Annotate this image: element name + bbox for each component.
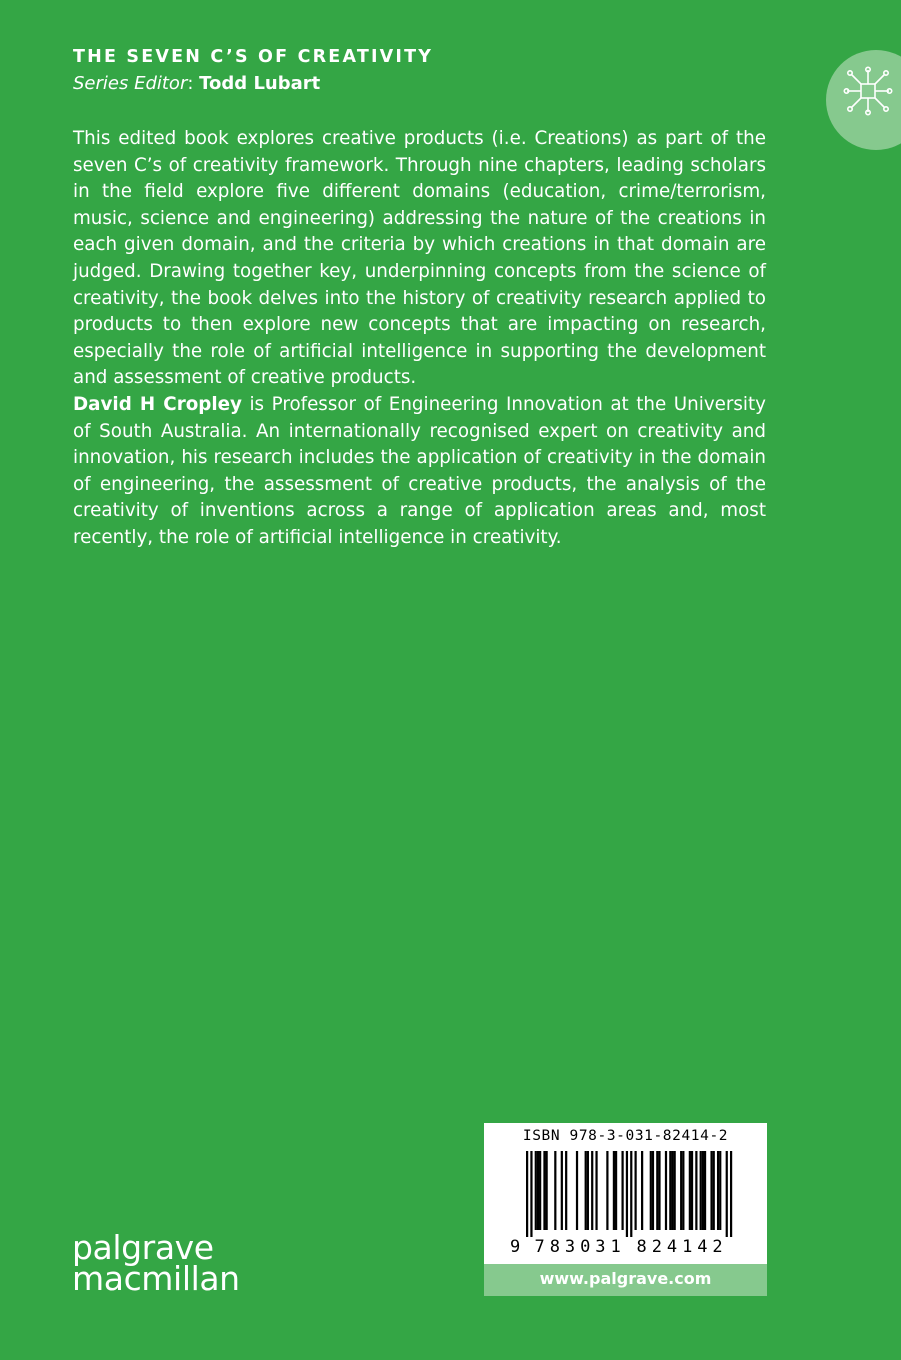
barcode-bar (710, 1151, 712, 1230)
publisher-logo (72, 1228, 240, 1298)
barcode-bar (650, 1151, 652, 1230)
barcode-bar (613, 1151, 615, 1230)
barcode-bar (576, 1151, 578, 1230)
publisher-url: www.palgrave.com (484, 1264, 767, 1296)
barcode-digit: 3 (595, 1237, 606, 1257)
barcode-bar (539, 1151, 541, 1230)
author-bio-text: is Professor of Engineering Innovation at the University of South Australia. An internationally recognised expert on creativity and innovation, his research includes the application of creativity in the domain of engineering, the assessment of creative products, the analysis of the creativity of inventions across a range of application areas and, most recently, the role of artificial intelligence in creativity. (73, 394, 767, 548)
barcode-digit: 7 (534, 1237, 545, 1257)
barcode-bar (702, 1151, 704, 1230)
barcode-bar (587, 1151, 589, 1230)
barcode-bar (730, 1151, 732, 1237)
barcode-bar (665, 1151, 667, 1230)
barcode-digit: 1 (610, 1237, 621, 1257)
barcode-bar (554, 1151, 556, 1230)
barcode-bar (674, 1151, 676, 1230)
barcode-digit: 8 (549, 1237, 560, 1257)
barcode-bar (641, 1151, 643, 1230)
series-editor-separator: : (187, 73, 200, 94)
barcode-bar (691, 1151, 693, 1230)
publisher-name-line1: palgrave (72, 1228, 214, 1267)
barcode-bar (671, 1151, 673, 1230)
barcode-bar (615, 1151, 617, 1230)
barcode-bar (658, 1151, 660, 1230)
barcode-bar (585, 1151, 587, 1230)
barcode-bar (726, 1151, 728, 1237)
barcode-digit: 0 (580, 1237, 591, 1257)
barcode-bar (546, 1151, 548, 1230)
series-editor-label: Series Editor (73, 73, 188, 94)
book-description: This edited book explores creative products (i.e. Creations) as part of the seven C’s of creativity framework. Through nine chapters, leading scholars in the field explore five different domains (education, crime/terrorism, music, science and engineering) addressing the nature of the creations in each given domain, and the criteria by which creations in that domain are judged. Drawing together key, underpinning concepts from the science of creativity, the book delves into the history of creativity research applied to products to then explore new concepts that are impacting on research, especially the role of artificial intelligence in supporting the development and assessment of creative products. (73, 128, 766, 389)
barcode-digit: 2 (651, 1237, 662, 1257)
barcode-bar (719, 1151, 721, 1230)
barcode-bar (526, 1151, 528, 1237)
barcode-bar (606, 1151, 608, 1230)
barcode-bar (626, 1151, 628, 1237)
publisher-name-line2: macmillan (72, 1259, 240, 1298)
barcode-bar (704, 1151, 706, 1230)
barcode-bar (543, 1151, 545, 1230)
author-bio (73, 392, 766, 552)
barcode-box (484, 1123, 767, 1264)
barcode-bar (669, 1151, 671, 1230)
barcode-digit: 4 (697, 1237, 708, 1257)
barcode-bar (535, 1151, 537, 1230)
barcode-digit: 3 (564, 1237, 576, 1257)
barcode-digit: 1 (682, 1237, 693, 1257)
series-title: THE SEVEN C’S OF CREATIVITY (73, 47, 434, 67)
barcode-bar (530, 1151, 532, 1237)
barcode-bar (565, 1151, 567, 1230)
barcode-bar (700, 1151, 702, 1230)
publisher-logo-tab (826, 50, 901, 150)
barcode-bar (561, 1151, 563, 1230)
network-node-icon (843, 66, 893, 116)
barcode-bars (484, 1151, 767, 1237)
barcode-bar (630, 1151, 632, 1237)
barcode-bar (621, 1151, 623, 1230)
barcode-bar (635, 1151, 637, 1230)
barcode-bar (695, 1151, 697, 1230)
barcode-bar (652, 1151, 654, 1230)
barcode-bar (713, 1151, 715, 1230)
barcode-digits (484, 1235, 767, 1259)
barcode-bar (537, 1151, 539, 1230)
barcode-bar (656, 1151, 658, 1230)
barcode-bar (682, 1151, 684, 1230)
barcode-bar (680, 1151, 682, 1230)
barcode-digit: 9 (510, 1237, 521, 1257)
barcode-digit: 8 (636, 1237, 647, 1257)
barcode-digit: 2 (712, 1237, 723, 1257)
barcode-bar (591, 1151, 593, 1230)
barcode-digit: 4 (666, 1237, 678, 1257)
isbn-label: ISBN 978-3-031-82414-2 (522, 1128, 729, 1144)
barcode-bar (717, 1151, 719, 1230)
barcode-bar (595, 1151, 597, 1230)
series-editor (73, 73, 320, 94)
barcode-bar (689, 1151, 691, 1230)
author-name: David H Cropley (73, 394, 242, 415)
series-editor-name: Todd Lubart (199, 73, 321, 94)
